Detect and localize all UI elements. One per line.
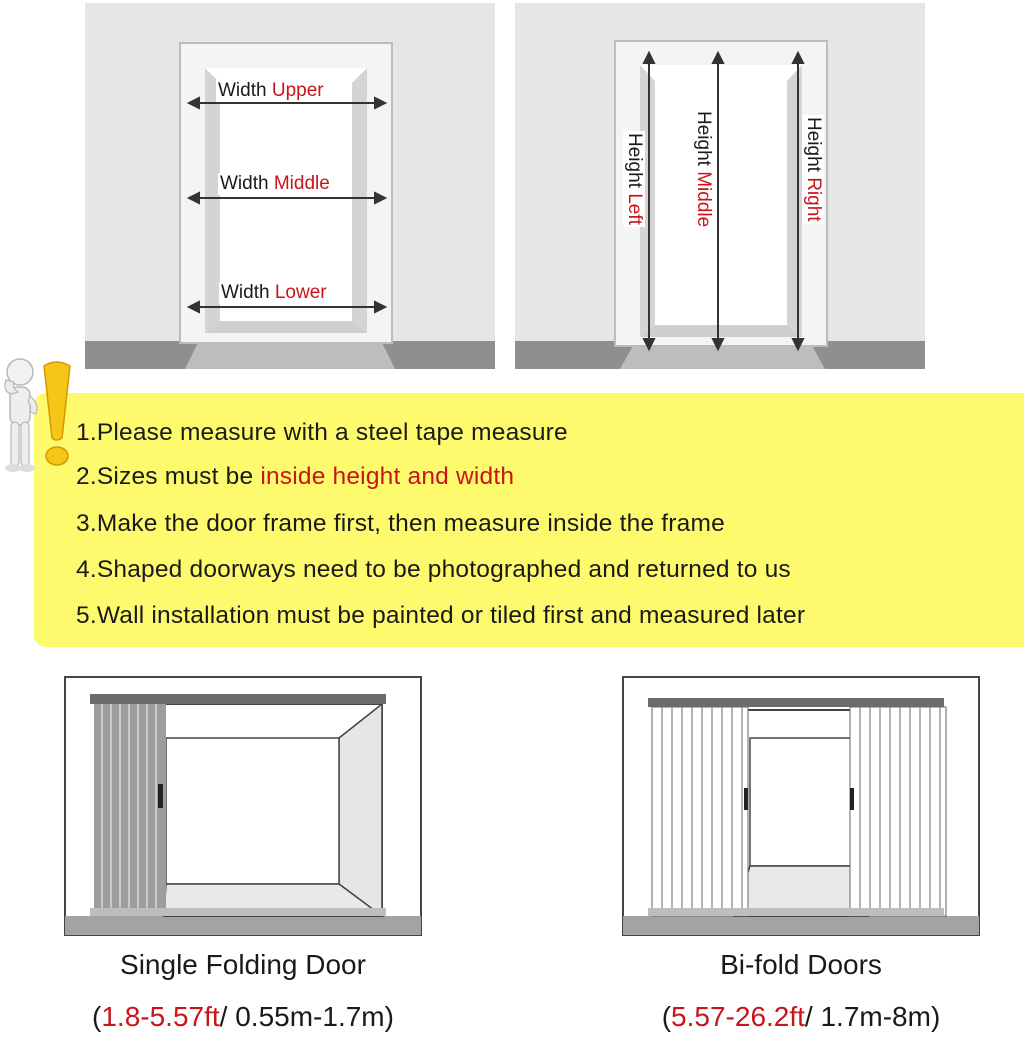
height-doorway-illustration [515, 3, 925, 369]
width-lower-label: Width Lower [221, 282, 327, 303]
bifold-doors-size: (5.57-26.2ft/ 1.7m-8m) [661, 1001, 941, 1032]
height-left-label: Height Left [624, 133, 645, 225]
single-folding-door-caption: Single Folding Door [120, 949, 366, 980]
single-folding-door-size: (1.8-5.57ft/ 0.55m-1.7m) [92, 1001, 394, 1032]
single-folding-door-illustration [64, 676, 422, 938]
thinking-figure-icon [0, 352, 80, 477]
height-measure-diagram [515, 3, 925, 369]
height-right-label: Height Right [803, 117, 824, 222]
bifold-doors-illustration [622, 676, 980, 938]
width-measure-diagram [85, 3, 495, 369]
bifold-doors-caption: Bi-fold Doors [720, 949, 882, 980]
height-middle-label: Height Middle [693, 111, 714, 228]
note-line-5: 5.Wall installation must be painted or tiled first and measured later [76, 602, 806, 629]
note-line-2: 2.Sizes must be inside height and width [76, 463, 515, 490]
note-line-4: 4.Shaped doorways need to be photographed and returned to us [76, 556, 791, 583]
width-middle-label: Width Middle [220, 173, 330, 194]
exclamation-icon [44, 362, 70, 465]
note-line-1: 1.Please measure with a steel tape measure [76, 419, 568, 446]
note-line-3: 3.Make the door frame first, then measure inside the frame [76, 510, 725, 537]
width-upper-label: Width Upper [218, 80, 324, 101]
